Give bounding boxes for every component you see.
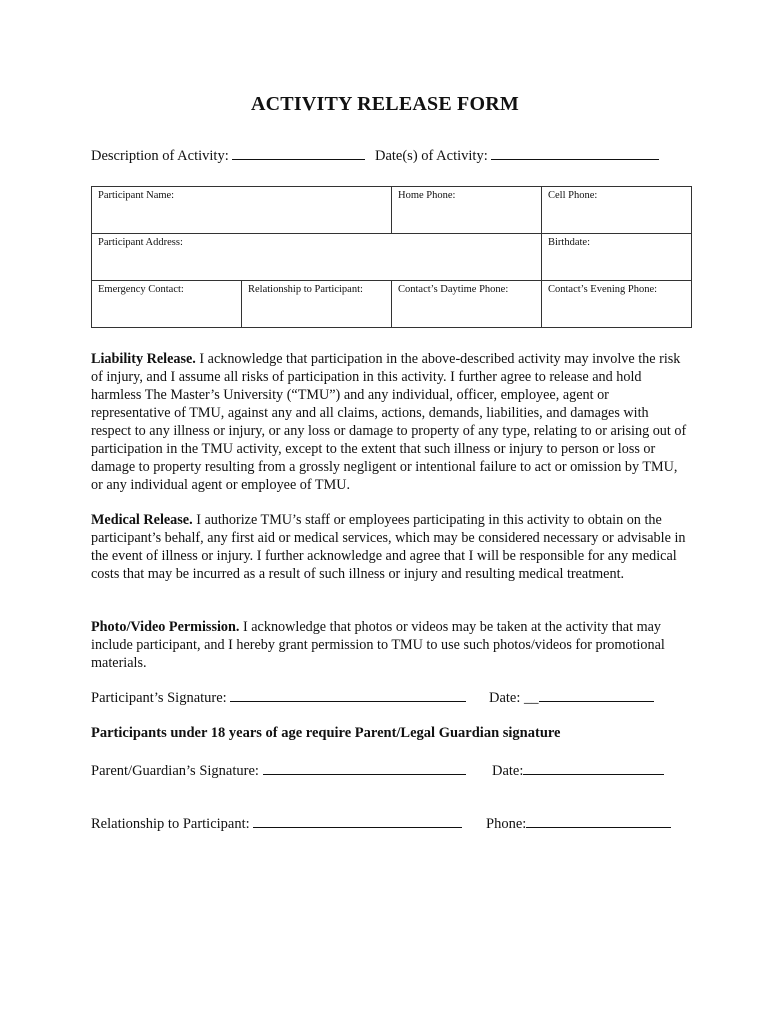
guardian-signature-row [91, 761, 466, 780]
cell-phone-label: Cell Phone: [548, 190, 598, 201]
participant-info-table [91, 186, 692, 328]
liability-text: I acknowledge that participation in the above-described activity may involve the risk of injury, and I assume all risks of participation in this activity. I further agree to release and hold harmless The Master’s University (“TMU”) and any individual, officer, employee, agent or representative of TMU, against any and all claims, actions, demands, liabilities, and damages with respect to any illness or injury, or any loss or damage to property of any type, relating to or arising out of participation in the TMU activity, except to the extent that such illness or injury to person or loss or damage to property resulting from a grossly negligent or intentional failure to act or omission by TMU, or any individual agent or employee of TMU. [91, 351, 687, 493]
relationship-sig-label: Relationship to Participant: [91, 816, 250, 832]
liability-heading: Liability Release. [91, 351, 196, 367]
cell-phone-cell[interactable] [542, 187, 692, 234]
date2-field[interactable] [523, 761, 664, 775]
relationship-cell[interactable] [242, 281, 392, 328]
date1-field[interactable] [539, 688, 654, 702]
dates-label: Date(s) of Activity: [374, 148, 488, 164]
birthdate-cell[interactable] [542, 234, 692, 281]
medical-heading: Medical Release. [91, 512, 193, 528]
evening-phone-cell[interactable] [542, 281, 692, 328]
under18-note: Participants under 18 years of age require Parent/Legal Guardian signature [91, 725, 561, 741]
participant-address-label: Participant Address: [98, 237, 183, 248]
phone-field[interactable] [526, 814, 671, 828]
home-phone-label: Home Phone: [398, 190, 456, 201]
photo-text: I acknowledge that photos or videos may be taken at the activity that may include participant, and I hereby grant permission to TMU to use such photos/videos for promotional materials. [91, 619, 665, 671]
date2-row [492, 761, 664, 780]
guardian-signature-field[interactable] [263, 761, 466, 775]
participant-signature-row [91, 688, 466, 707]
home-phone-cell[interactable] [392, 187, 542, 234]
date1-label: Date: __ [489, 690, 539, 706]
relationship-field[interactable] [253, 814, 462, 828]
description-label: Description of Activity: [91, 148, 229, 164]
participant-signature-label: Participant’s Signature: [91, 690, 227, 706]
emergency-contact-cell[interactable] [92, 281, 242, 328]
participant-signature-field[interactable] [230, 688, 466, 702]
phone-label: Phone: [486, 816, 527, 832]
relationship-row [91, 814, 462, 833]
date2-label: Date: [492, 763, 524, 779]
liability-paragraph [91, 350, 691, 494]
participant-name-cell[interactable] [92, 187, 392, 234]
medical-paragraph [91, 511, 691, 583]
daytime-phone-cell[interactable] [392, 281, 542, 328]
date1-row [489, 688, 654, 707]
evening-phone-label: Contact’s Evening Phone: [548, 284, 658, 295]
medical-text: I authorize TMU’s staff or employees participating in this activity to obtain on the participant’s behalf, any first aid or medical services, which may be considered necessary or advisable in the event of illness or injury. I further acknowledge and agree that I will be responsible for any medical costs that may be incurred as a result of such illness or injury and resulting medical treatment. [91, 512, 686, 582]
activity-row [91, 146, 659, 165]
guardian-signature-label: Parent/Guardian’s Signature: [91, 763, 259, 779]
photo-paragraph [91, 618, 691, 672]
daytime-phone-label: Contact’s Daytime Phone: [398, 284, 509, 295]
participant-address-cell[interactable] [92, 234, 542, 281]
phone-row [486, 814, 671, 833]
participant-name-label: Participant Name: [98, 190, 175, 201]
dates-field[interactable] [491, 146, 659, 160]
description-field[interactable] [232, 146, 365, 160]
birthdate-label: Birthdate: [548, 237, 591, 248]
relationship-label: Relationship to Participant: [248, 284, 363, 295]
photo-heading: Photo/Video Permission. [91, 619, 240, 635]
emergency-contact-label: Emergency Contact: [98, 284, 184, 295]
page-title: ACTIVITY RELEASE FORM [251, 93, 519, 115]
